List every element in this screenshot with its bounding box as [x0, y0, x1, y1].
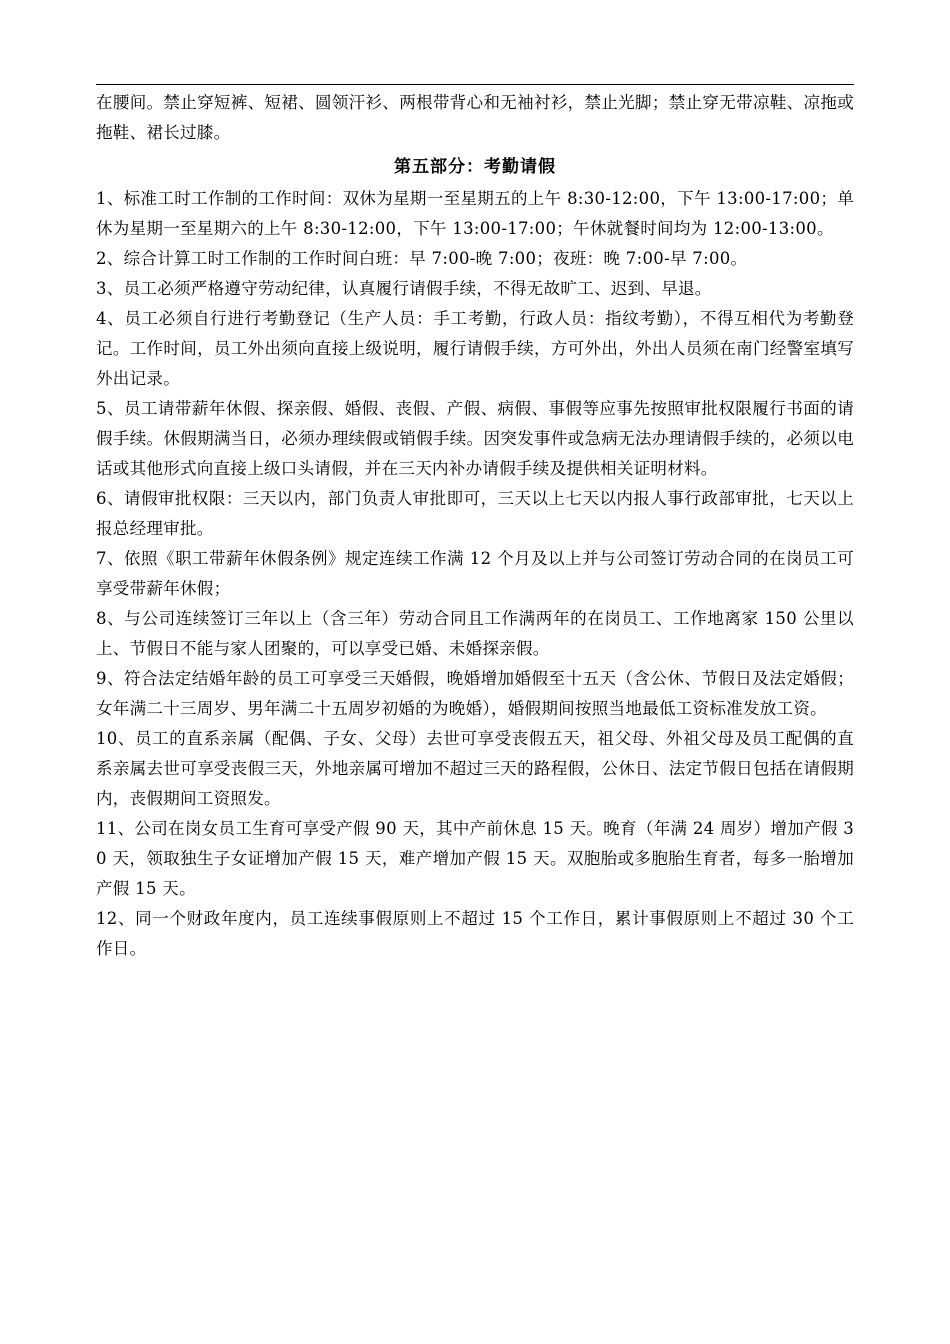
- continuation-paragraph: 在腰间。禁止穿短裤、短裙、圆领汗衫、两根带背心和无袖衬衫，禁止光脚；禁止穿无带凉鞋、凉拖或拖鞋、裙长过膝。: [96, 93, 854, 142]
- clause-3: 3、员工必须严格遵守劳动纪律，认真履行请假手续，不得无故旷工、迟到、早退。: [96, 279, 712, 298]
- header-rule: [96, 84, 854, 85]
- clause-10: 10、员工的直系亲属（配偶、子女、父母）去世可享受丧假五天，祖父母、外祖父母及员工配偶的直系亲属去世可享受丧假三天，外地亲属可增加不超过三天的路程假，公休日、法定节假日包括在请假期内，丧假期间工资照发。: [96, 729, 854, 808]
- clause-5: 5、员工请带薪年休假、探亲假、婚假、丧假、产假、病假、事假等应事先按照审批权限履行书面的请假手续。休假期满当日，必须办理续假或销假手续。因突发事件或急病无法办理请假手续的，必须以电话或其他形式向直接上级口头请假，并在三天内补办请假手续及提供相关证明材料。: [96, 399, 854, 478]
- document-body: [96, 88, 854, 964]
- clause-11: 11、公司在岗女员工生育可享受产假 90 天，其中产前休息 15 天。晚育（年满 24 周岁）增加产假 30 天，领取独生子女证增加产假 15 天，难产增加产假 15 天。双胞胎或多胞胎生育者，每多一胎增加产假 15 天。: [96, 819, 854, 898]
- clause-6: 6、请假审批权限：三天以内，部门负责人审批即可，三天以上七天以内报人事行政部审批，七天以上报总经理审批。: [96, 489, 854, 538]
- clause-4: 4、员工必须自行进行考勤登记（生产人员：手工考勤，行政人员：指纹考勤），不得互相代为考勤登记。工作时间，员工外出须向直接上级说明，履行请假手续，方可外出，外出人员须在南门经警室填写外出记录。: [96, 309, 854, 388]
- clause-7: 7、依照《职工带薪年休假条例》规定连续工作满 12 个月及以上并与公司签订劳动合同的在岗员工可享受带薪年休假；: [96, 549, 854, 598]
- clause-9: 9、符合法定结婚年龄的员工可享受三天婚假，晚婚增加婚假至十五天（含公休、节假日及法定婚假；女年满二十三周岁、男年满二十五周岁初婚的为晚婚），婚假期间按照当地最低工资标准发放工资。: [96, 669, 854, 718]
- clause-8: 8、与公司连续签订三年以上（含三年）劳动合同且工作满两年的在岗员工、工作地离家 150 公里以上、节假日不能与家人团聚的，可以享受已婚、未婚探亲假。: [96, 609, 854, 658]
- clause-12: 12、同一个财政年度内，员工连续事假原则上不超过 15 个工作日，累计事假原则上不超过 30 个工作日。: [96, 909, 854, 958]
- clause-2: 2、综合计算工时工作制的工作时间白班：早 7:00-晚 7:00；夜班：晚 7:00-早 7:00。: [96, 249, 748, 268]
- section-title: 第五部分：考勤请假: [394, 157, 556, 177]
- clause-1: 1、标准工时工作制的工作时间：双休为星期一至星期五的上午 8:30-12:00，下午 13:00-17:00；单休为星期一至星期六的上午 8:30-12:00，下午 13:00-17:00；午休就餐时间均为 12:00-13:00。: [96, 189, 854, 238]
